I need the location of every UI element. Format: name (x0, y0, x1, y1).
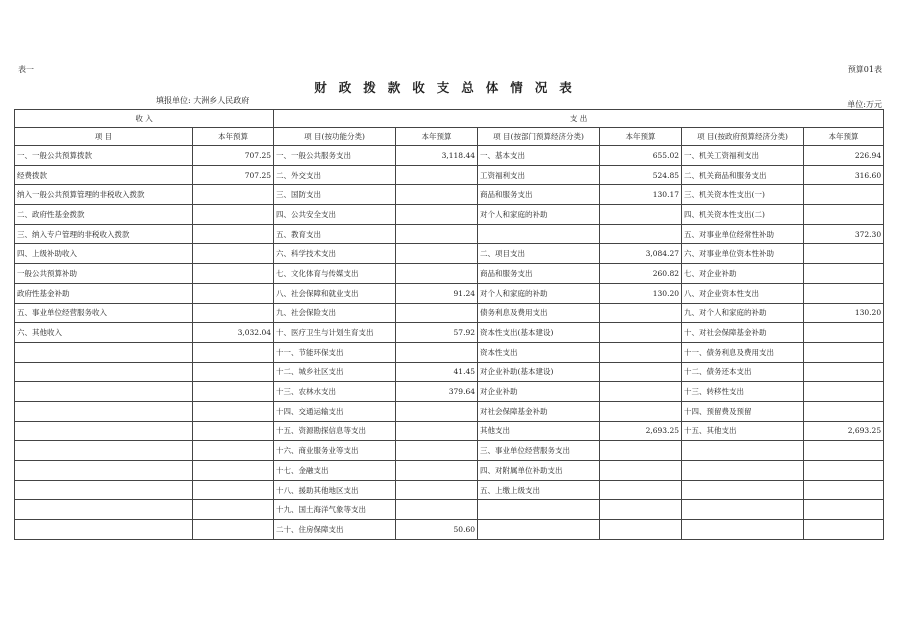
dept-budget-cell: 130.20 (600, 283, 682, 303)
func-budget-cell (396, 480, 478, 500)
income-budget-cell (193, 244, 274, 264)
income-budget-cell (193, 421, 274, 441)
col-header-gov-item: 项 目(按政府预算经济分类) (682, 128, 804, 146)
income-budget-cell (193, 461, 274, 481)
gov-item-cell: 九、对个人和家庭的补助 (682, 303, 804, 323)
gov-budget-cell: 130.20 (804, 303, 884, 323)
gov-budget-cell: 226.94 (804, 146, 884, 166)
table-row (15, 264, 884, 284)
func-item-cell: 十五、资源勘探信息等支出 (274, 421, 396, 441)
func-item-cell: 九、社会保险支出 (274, 303, 396, 323)
income-budget-cell (193, 500, 274, 520)
gov-item-cell: 一、机关工资福利支出 (682, 146, 804, 166)
dept-item-cell: 三、事业单位经营服务支出 (478, 441, 600, 461)
func-budget-cell (396, 165, 478, 185)
income-item-cell: 一般公共预算补助 (15, 264, 193, 284)
column-header-row (15, 128, 884, 146)
income-budget-cell (193, 342, 274, 362)
col-header-func-item: 项 目(按功能分类) (274, 128, 396, 146)
gov-item-cell: 六、对事业单位资本性补助 (682, 244, 804, 264)
income-budget-cell (193, 224, 274, 244)
income-item-cell (15, 401, 193, 421)
income-item-cell: 纳入一般公共预算管理的非税收入拨款 (15, 185, 193, 205)
func-item-cell: 十八、援助其他地区支出 (274, 480, 396, 500)
func-item-cell: 十三、农林水支出 (274, 382, 396, 402)
income-budget-cell (193, 205, 274, 225)
func-budget-cell (396, 461, 478, 481)
table-row (15, 303, 884, 323)
income-item-cell: 一、一般公共预算拨款 (15, 146, 193, 166)
gov-budget-cell: 372.30 (804, 224, 884, 244)
table-row (15, 224, 884, 244)
func-budget-cell: 41.45 (396, 362, 478, 382)
func-item-cell: 十四、交通运输支出 (274, 401, 396, 421)
func-budget-cell: 379.64 (396, 382, 478, 402)
func-item-cell: 二十、住房保障支出 (274, 520, 396, 540)
func-item-cell: 二、外交支出 (274, 165, 396, 185)
func-item-cell: 五、教育支出 (274, 224, 396, 244)
func-item-cell: 一、一般公共服务支出 (274, 146, 396, 166)
dept-budget-cell: 524.85 (600, 165, 682, 185)
unit-of-measure: 单位:万元 (847, 100, 882, 109)
income-item-cell: 三、纳入专户管理的非税收入拨款 (15, 224, 193, 244)
income-budget-cell (193, 303, 274, 323)
gov-budget-cell (804, 520, 884, 540)
dept-budget-cell (600, 382, 682, 402)
func-item-cell: 六、科学技术支出 (274, 244, 396, 264)
page-title: 财政拨款收支总体情况表 (314, 80, 584, 95)
dept-item-cell: 其他支出 (478, 421, 600, 441)
dept-item-cell: 对企业补助(基本建设) (478, 362, 600, 382)
func-budget-cell (396, 342, 478, 362)
func-budget-cell: 3,118.44 (396, 146, 478, 166)
func-item-cell: 八、社会保障和就业支出 (274, 283, 396, 303)
gov-item-cell: 五、对事业单位经常性补助 (682, 224, 804, 244)
func-budget-cell (396, 401, 478, 421)
gov-budget-cell (804, 500, 884, 520)
gov-budget-cell (804, 264, 884, 284)
col-header-budget: 本年预算 (396, 128, 478, 146)
gov-budget-cell (804, 342, 884, 362)
income-item-cell: 政府性基金补助 (15, 283, 193, 303)
dept-budget-cell (600, 401, 682, 421)
expenditure-group-header: 支 出 (274, 110, 884, 128)
gov-budget-cell (804, 461, 884, 481)
col-header-budget: 本年预算 (804, 128, 884, 146)
gov-item-cell (682, 441, 804, 461)
income-item-cell (15, 421, 193, 441)
income-item-cell: 二、政府性基金拨款 (15, 205, 193, 225)
income-item-cell (15, 342, 193, 362)
table-row (15, 401, 884, 421)
func-item-cell: 十、医疗卫生与计划生育支出 (274, 323, 396, 343)
gov-budget-cell (804, 382, 884, 402)
income-budget-cell (193, 362, 274, 382)
gov-item-cell: 八、对企业资本性支出 (682, 283, 804, 303)
dept-item-cell: 对企业补助 (478, 382, 600, 402)
reporting-unit: 填报单位: 大洲乡人民政府 (156, 96, 250, 105)
dept-budget-cell: 2,693.25 (600, 421, 682, 441)
income-budget-cell (193, 520, 274, 540)
dept-budget-cell (600, 342, 682, 362)
dept-budget-cell (600, 441, 682, 461)
func-item-cell: 十九、国土海洋气象等支出 (274, 500, 396, 520)
income-budget-cell (193, 382, 274, 402)
gov-budget-cell (804, 185, 884, 205)
gov-item-cell: 十三、转移性支出 (682, 382, 804, 402)
form-code: 预算01表 (847, 65, 882, 74)
income-budget-cell (193, 264, 274, 284)
table-row (15, 342, 884, 362)
dept-budget-cell (600, 205, 682, 225)
gov-item-cell: 十二、债务还本支出 (682, 362, 804, 382)
dept-item-cell: 资本性支出 (478, 342, 600, 362)
dept-item-cell (478, 500, 600, 520)
income-budget-cell: 3,032.04 (193, 323, 274, 343)
table-row (15, 244, 884, 264)
dept-item-cell (478, 224, 600, 244)
func-budget-cell (396, 205, 478, 225)
dept-item-cell: 五、上缴上级支出 (478, 480, 600, 500)
func-item-cell: 十七、金融支出 (274, 461, 396, 481)
income-budget-cell (193, 283, 274, 303)
dept-item-cell: 商品和服务支出 (478, 185, 600, 205)
income-item-cell (15, 520, 193, 540)
income-budget-cell (193, 441, 274, 461)
gov-item-cell: 十四、预留费及预留 (682, 401, 804, 421)
income-item-cell (15, 441, 193, 461)
dept-item-cell: 四、对附属单位补助支出 (478, 461, 600, 481)
dept-item-cell: 一、基本支出 (478, 146, 600, 166)
table-row (15, 520, 884, 540)
gov-budget-cell: 316.60 (804, 165, 884, 185)
dept-item-cell: 对个人和家庭的补助 (478, 205, 600, 225)
income-item-cell: 五、事业单位经营服务收入 (15, 303, 193, 323)
func-item-cell: 十六、商业服务业等支出 (274, 441, 396, 461)
dept-item-cell: 对个人和家庭的补助 (478, 283, 600, 303)
budget-table (14, 109, 884, 540)
income-budget-cell (193, 401, 274, 421)
dept-item-cell: 资本性支出(基本建设) (478, 323, 600, 343)
dept-budget-cell (600, 303, 682, 323)
gov-item-cell (682, 500, 804, 520)
income-item-cell (15, 461, 193, 481)
gov-budget-cell (804, 283, 884, 303)
dept-budget-cell (600, 323, 682, 343)
col-header-dept-item: 项 目(按部门预算经济分类) (478, 128, 600, 146)
dept-item-cell: 二、项目支出 (478, 244, 600, 264)
income-budget-cell: 707.25 (193, 165, 274, 185)
func-item-cell: 四、公共安全支出 (274, 205, 396, 225)
table-row (15, 283, 884, 303)
income-budget-cell (193, 480, 274, 500)
dept-item-cell: 债务利息及费用支出 (478, 303, 600, 323)
gov-budget-cell (804, 480, 884, 500)
gov-item-cell (682, 520, 804, 540)
func-budget-cell (396, 303, 478, 323)
dept-item-cell (478, 520, 600, 540)
dept-budget-cell (600, 480, 682, 500)
func-budget-cell (396, 264, 478, 284)
gov-budget-cell (804, 323, 884, 343)
func-budget-cell (396, 500, 478, 520)
col-header-item: 项 目 (15, 128, 193, 146)
income-item-cell (15, 362, 193, 382)
income-budget-cell: 707.25 (193, 146, 274, 166)
table-row (15, 165, 884, 185)
income-item-cell (15, 500, 193, 520)
dept-budget-cell (600, 362, 682, 382)
gov-item-cell: 七、对企业补助 (682, 264, 804, 284)
func-budget-cell: 50.60 (396, 520, 478, 540)
func-budget-cell (396, 244, 478, 264)
income-item-cell (15, 480, 193, 500)
income-item-cell: 经费拨款 (15, 165, 193, 185)
col-header-budget: 本年预算 (600, 128, 682, 146)
col-header-budget: 本年预算 (193, 128, 274, 146)
dept-budget-cell (600, 461, 682, 481)
gov-item-cell: 十、对社会保障基金补助 (682, 323, 804, 343)
func-budget-cell (396, 441, 478, 461)
gov-item-cell: 四、机关资本性支出(二) (682, 205, 804, 225)
gov-item-cell: 十五、其他支出 (682, 421, 804, 441)
gov-budget-cell (804, 205, 884, 225)
dept-budget-cell (600, 520, 682, 540)
table-row (15, 323, 884, 343)
income-item-cell: 六、其他收入 (15, 323, 193, 343)
table-number: 表一 (18, 65, 34, 74)
func-budget-cell (396, 185, 478, 205)
gov-budget-cell (804, 401, 884, 421)
income-group-header: 收 入 (15, 110, 274, 128)
table-row (15, 205, 884, 225)
table-row (15, 146, 884, 166)
dept-item-cell: 对社会保障基金补助 (478, 401, 600, 421)
income-budget-cell (193, 185, 274, 205)
gov-item-cell: 十一、债务利息及费用支出 (682, 342, 804, 362)
income-item-cell: 四、上级补助收入 (15, 244, 193, 264)
dept-budget-cell: 655.02 (600, 146, 682, 166)
gov-budget-cell (804, 362, 884, 382)
gov-item-cell: 二、机关商品和服务支出 (682, 165, 804, 185)
dept-budget-cell (600, 224, 682, 244)
group-header-row (15, 110, 884, 128)
dept-item-cell: 商品和服务支出 (478, 264, 600, 284)
gov-budget-cell (804, 441, 884, 461)
func-budget-cell (396, 421, 478, 441)
dept-budget-cell: 130.17 (600, 185, 682, 205)
gov-item-cell (682, 480, 804, 500)
gov-budget-cell (804, 244, 884, 264)
table-row (15, 480, 884, 500)
gov-item-cell: 三、机关资本性支出(一) (682, 185, 804, 205)
dept-item-cell: 工资福利支出 (478, 165, 600, 185)
gov-budget-cell: 2,693.25 (804, 421, 884, 441)
func-item-cell: 十二、城乡社区支出 (274, 362, 396, 382)
table-row (15, 185, 884, 205)
gov-item-cell (682, 461, 804, 481)
func-item-cell: 十一、节能环保支出 (274, 342, 396, 362)
func-budget-cell (396, 224, 478, 244)
func-budget-cell: 57.92 (396, 323, 478, 343)
table-row (15, 461, 884, 481)
table-row (15, 500, 884, 520)
table-row (15, 441, 884, 461)
dept-budget-cell: 3,084.27 (600, 244, 682, 264)
table-row (15, 382, 884, 402)
income-item-cell (15, 382, 193, 402)
table-row (15, 421, 884, 441)
func-item-cell: 七、文化体育与传媒支出 (274, 264, 396, 284)
func-budget-cell: 91.24 (396, 283, 478, 303)
func-item-cell: 三、国防支出 (274, 185, 396, 205)
dept-budget-cell: 260.82 (600, 264, 682, 284)
dept-budget-cell (600, 500, 682, 520)
table-row (15, 362, 884, 382)
